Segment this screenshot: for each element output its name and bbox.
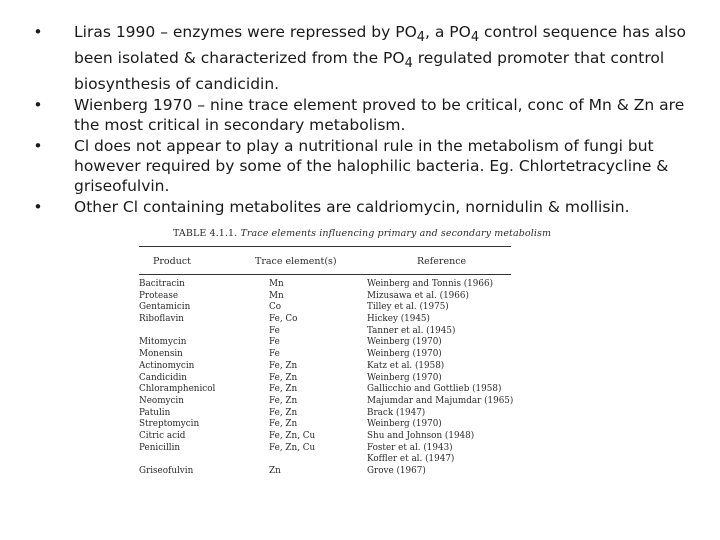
cell-reference: Gallicchio and Gottlieb (1958): [367, 384, 502, 395]
cell-product: Gentamicin: [139, 302, 191, 313]
bullet-item: [28, 22, 700, 94]
cell-reference: Koffler et al. (1947): [367, 454, 455, 465]
bullet-text: Wienberg 1970 – nine trace element proved to be critical, conc of Mn & Zn are the most critical in secondary metabolism.: [74, 96, 685, 135]
cell-product: Citric acid: [139, 430, 186, 441]
table-caption-text: Trace elements influencing primary and secondary metabolism: [240, 228, 552, 239]
table-row: [135, 454, 515, 466]
bullet-text: Liras 1990 – enzymes were repressed by $PO_4$, a $PO_4$ control sequence has also been isolated & characterized from the $PO_4$ regulated promoter that control biosynthesis of candicidin.: [74, 23, 686, 94]
cell-product: Monensin: [139, 349, 183, 360]
bullet-text: Other Cl containing metabolites are caldriomycin, nornidulin & mollisin.: [74, 198, 630, 217]
table-row: [135, 373, 515, 385]
table-row: [135, 326, 515, 338]
table-row: [135, 396, 515, 408]
cell-reference: Tilley et al. (1975): [367, 302, 449, 313]
cell-product: Penicillin: [139, 442, 181, 453]
cell-reference: Foster et al. (1943): [367, 442, 453, 453]
cell-product: Griseofulvin: [139, 466, 194, 476]
table-top-rule: [139, 246, 511, 247]
cell-reference: Tanner et al. (1945): [367, 325, 456, 336]
header-reference: Reference: [417, 256, 467, 267]
table-row: [135, 279, 515, 291]
bullet-dot: •: [33, 137, 43, 156]
table-row: [135, 408, 515, 420]
cell-reference: Weinberg (1970): [367, 372, 442, 383]
cell-trace-element: Fe: [269, 337, 280, 348]
cell-reference: Katz et al. (1958): [367, 360, 445, 371]
cell-trace-element: Fe, Zn: [269, 360, 298, 371]
cell-reference: Weinberg (1970): [367, 337, 442, 348]
cell-trace-element: Fe, Zn: [269, 384, 298, 395]
cell-trace-element: Fe, Zn: [269, 372, 298, 383]
bullet-list: [28, 22, 700, 218]
cell-trace-element: Co: [269, 302, 282, 313]
cell-trace-element: Fe, Zn: [269, 395, 298, 406]
table-caption-label: TABLE 4.1.1.: [173, 228, 238, 239]
cell-trace-element: Fe, Zn: [269, 419, 298, 430]
bullet-dot: •: [33, 23, 43, 41]
bullet-item: [28, 95, 700, 135]
table-row: [135, 337, 515, 349]
cell-product: Riboflavin: [139, 314, 184, 325]
cell-trace-element: Fe, Zn: [269, 407, 298, 418]
table-row: [135, 384, 515, 396]
table-caption: [173, 228, 551, 239]
cell-product: Bacitracin: [139, 279, 185, 289]
table-row: [135, 443, 515, 455]
table-row: [135, 291, 515, 303]
table-row: [135, 302, 515, 314]
table-row: [135, 419, 515, 431]
bullet-item: [28, 136, 700, 196]
cell-reference: Mizusawa et al. (1966): [367, 290, 469, 301]
cell-trace-element: Mn: [269, 290, 284, 301]
table-row: [135, 314, 515, 326]
table-row: [135, 349, 515, 361]
cell-product: Streptomycin: [139, 419, 200, 430]
table-row: [135, 466, 515, 478]
bullet-dot: •: [33, 198, 43, 217]
cell-product: Actinomycin: [139, 360, 195, 371]
header-trace-element: Trace element(s): [255, 256, 337, 267]
cell-reference: Brack (1947): [367, 407, 426, 418]
bullet-dot: •: [33, 96, 43, 115]
cell-product: Neomycin: [139, 395, 184, 406]
cell-product: Mitomycin: [139, 337, 187, 348]
table-body: [135, 279, 515, 478]
cell-trace-element: Fe: [269, 349, 280, 360]
table-row: [135, 361, 515, 373]
cell-reference: Weinberg (1970): [367, 349, 442, 360]
cell-product: Patulin: [139, 407, 171, 418]
header-product: Product: [153, 256, 191, 267]
table-row: [135, 431, 515, 443]
cell-product: Protease: [139, 290, 179, 301]
cell-trace-element: Mn: [269, 279, 284, 289]
cell-reference: Shu and Johnson (1948): [367, 430, 475, 441]
cell-reference: Hickey (1945): [367, 314, 430, 325]
cell-reference: Majumdar and Majumdar (1965): [367, 395, 514, 406]
table-header-rule: [139, 274, 511, 275]
cell-product: Candicidin: [139, 372, 187, 383]
cell-reference: Weinberg and Tonnis (1966): [367, 279, 494, 289]
cell-reference: Grove (1967): [367, 466, 426, 476]
cell-trace-element: Fe, Zn, Cu: [269, 442, 316, 453]
cell-product: Chloramphenicol: [139, 384, 216, 395]
cell-reference: Weinberg (1970): [367, 419, 442, 430]
cell-trace-element: Fe, Co: [269, 314, 298, 325]
cell-trace-element: Fe, Zn, Cu: [269, 430, 316, 441]
cell-trace-element: Fe: [269, 325, 280, 336]
bullet-item: [28, 197, 700, 217]
bullet-text: Cl does not appear to play a nutritional rule in the metabolism of fungi but however required by some of the halophilic bacteria. Eg. Chlortetracycline & griseofulvin.: [74, 137, 669, 196]
trace-element-table: [135, 228, 552, 490]
cell-trace-element: Zn: [269, 466, 281, 476]
